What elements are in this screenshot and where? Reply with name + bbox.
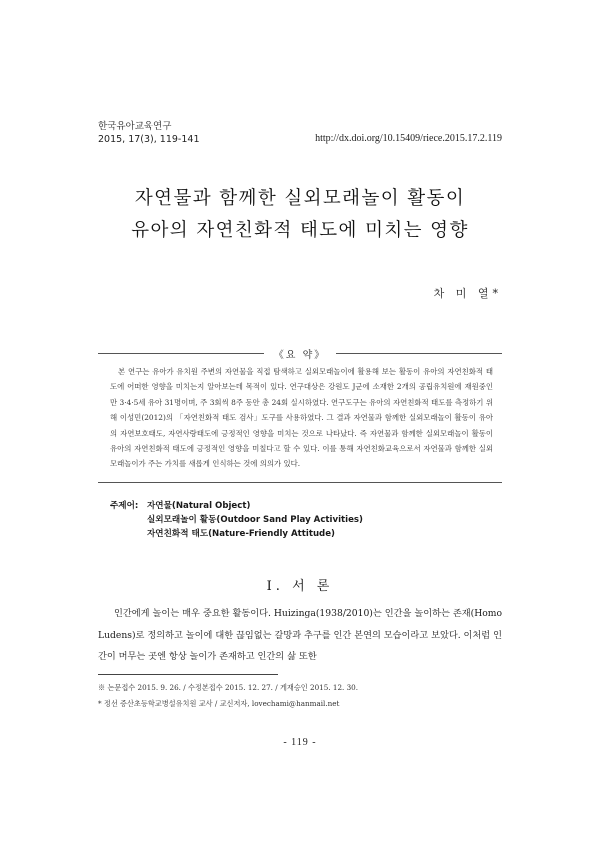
page-number: - 119 - bbox=[283, 737, 317, 748]
journal-name: 한국유아교육연구 bbox=[98, 121, 172, 132]
title-line-1: 자연물과 함께한 실외모래놀이 활동이 bbox=[134, 188, 466, 209]
section-heading: Ⅰ. 서 론 bbox=[266, 579, 334, 594]
doi-link[interactable]: http://dx.doi.org/10.15409/riece.2015.17.2.119 bbox=[315, 133, 502, 144]
keywords-label: 주제어: bbox=[110, 501, 139, 511]
keyword-row bbox=[110, 513, 363, 527]
abstract-label bbox=[0, 346, 600, 361]
journal-info bbox=[98, 120, 200, 146]
keyword-row bbox=[110, 527, 363, 541]
footnote-rule bbox=[98, 674, 278, 675]
abstract-text: 본 연구는 유아가 유치원 주변의 자연물을 직접 탐색하고 실외모래놀이에 활용해 보는 활동이 유아의 자연친화적 태도에 어떠한 영향을 미치는지 알아보는데 목적이 있다. 연구대상은 강원도 J군에 소재한 2개의 공립유치원에 재원중인 만 3·4·5세 유아 31명이며, 주 3회씩 8주 동안 총 24회 실시하였다. 연구도구는 유아의 자연친화적 태도를 측정하기 위해 이성민(2012)의 「자연친화적 태도 검사」도구를 사용하였다. 그 결과 자연물과 함께한 실외모래놀이 활동이 유아의 자연보호태도, 자연사랑태도에 긍정적인 영향을 미치는 것으로 나타났다. 즉 자연물과 함께한 실외모래놀이 활동이 유아의 자연친화적 태도에 긍정적인 영향을 미칠다고 할 수 있다. 이를 통해 자연친화교육으로서 자연물과 함께한 실외모래놀이가 주는 가치를 새롭게 인식하는 것에 의의가 있다. bbox=[110, 367, 493, 469]
footnotes bbox=[98, 680, 358, 712]
keyword-item: 자연물(Natural Object) bbox=[147, 501, 251, 511]
keyword-item: 실외모래놀이 활동(Outdoor Sand Play Activities) bbox=[147, 515, 363, 525]
abstract-bottom-rule bbox=[98, 482, 502, 483]
abstract-label-text: 《요 약》 bbox=[264, 350, 337, 361]
title-line-2: 유아의 자연친화적 태도에 미치는 영향 bbox=[131, 220, 469, 241]
body-paragraph: 인간에게 놀이는 매우 중요한 활동이다. Huizinga(1938/2010)는 인간을 놀이하는 존재(Homo Ludens)로 정의하고 놀이에 대한 끊임없는 갈망과 추구를 인간 본연의 모습이라고 보았다. 이처럼 인간이 머무는 곳엔 항상 놀이가 존재하고 인간의 삶 또한 bbox=[98, 608, 502, 662]
paper-title bbox=[0, 183, 600, 247]
footnote-author: * 정선 증산초등학교병설유치원 교사 / 교신저자, lovechami@hanmail.net bbox=[98, 699, 340, 708]
keywords bbox=[110, 499, 363, 541]
author-name: 차 미 열* bbox=[433, 287, 502, 300]
journal-issue: 2015, 17(3), 119-141 bbox=[98, 134, 200, 145]
keyword-item: 자연친화적 태도(Nature-Friendly Attitude) bbox=[147, 529, 335, 539]
keyword-row bbox=[110, 499, 363, 513]
footnote-dates: ※ 논문접수 2015. 9. 26. / 수정본접수 2015. 12. 27. / 게재승인 2015. 12. 30. bbox=[98, 683, 359, 692]
